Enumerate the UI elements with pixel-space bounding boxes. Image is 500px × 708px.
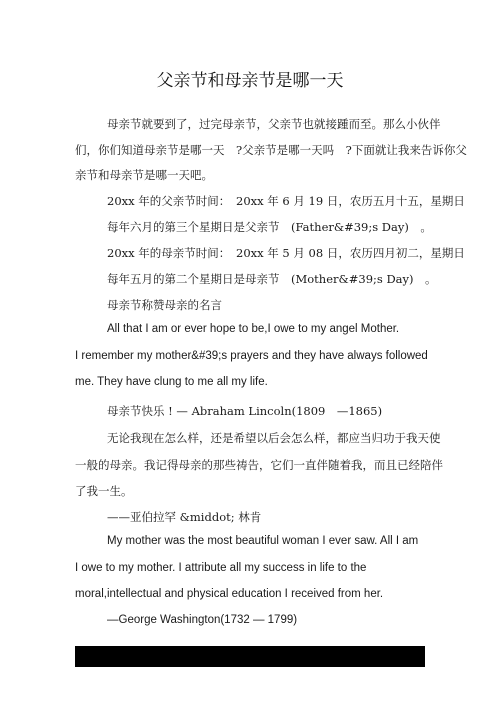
translation-line: 无论我现在怎么样，还是希望以后会怎么样，都应当归功于我天使 <box>107 431 441 445</box>
translation-line: 了我一生。 <box>75 484 133 498</box>
footer-bar <box>75 646 425 667</box>
mother-day-rule-line: 每年五月的第二个星期日是母亲节 (Mother&#39;s Day) 。 <box>107 272 437 286</box>
father-day-date-line: 20xx 年的父亲节时间： 20xx 年 6 月 19 日，农历五月十五，星期日 <box>107 194 465 208</box>
attribution-line: —George Washington(1732 — 1799) <box>107 614 298 626</box>
section-heading: 母亲节称赞母亲的名言 <box>107 298 222 312</box>
quote-line: All that I am or ever hope to be,I owe to my angel Mother. <box>107 323 400 335</box>
quote-line: My mother was the most beautiful woman I ever saw. All I am <box>107 535 419 547</box>
attribution-line: ——亚伯拉罕 &middot; 林肯 <box>107 510 262 524</box>
paragraph-line: 母亲节就要到了，过完母亲节，父亲节也就接踵而至。那么小伙伴 <box>107 117 441 131</box>
page-title: 父亲节和母亲节是哪一天 <box>156 71 344 91</box>
father-day-rule-line: 每年六月的第三个星期日是父亲节 (Father&#39;s Day) 。 <box>107 220 432 234</box>
attribution-line: 母亲节快乐 ! — Abraham Lincoln(1809 —1865) <box>107 404 383 418</box>
mother-day-date-line: 20xx 年的母亲节时间： 20xx 年 5 月 08 日，农历四月初二，星期日 <box>107 246 465 260</box>
quote-line: I owe to my mother. I attribute all my success in life to the <box>75 562 367 574</box>
translation-line: 一般的母亲。我记得母亲的那些祷告，它们一直伴随着我，而且已经陪伴 <box>75 458 443 472</box>
paragraph-line: 亲节和母亲节是哪一天吧。 <box>75 168 213 182</box>
quote-line: moral,intellectual and physical education I received from her. <box>75 588 384 600</box>
quote-line: I remember my mother&#39;s prayers and they have always followed <box>75 350 428 362</box>
paragraph-line: 们，你们知道母亲节是哪一天 ?父亲节是哪一天吗 ?下面就让我来告诉你父 <box>75 143 467 157</box>
quote-line: me. They have clung to me all my life. <box>75 376 268 388</box>
